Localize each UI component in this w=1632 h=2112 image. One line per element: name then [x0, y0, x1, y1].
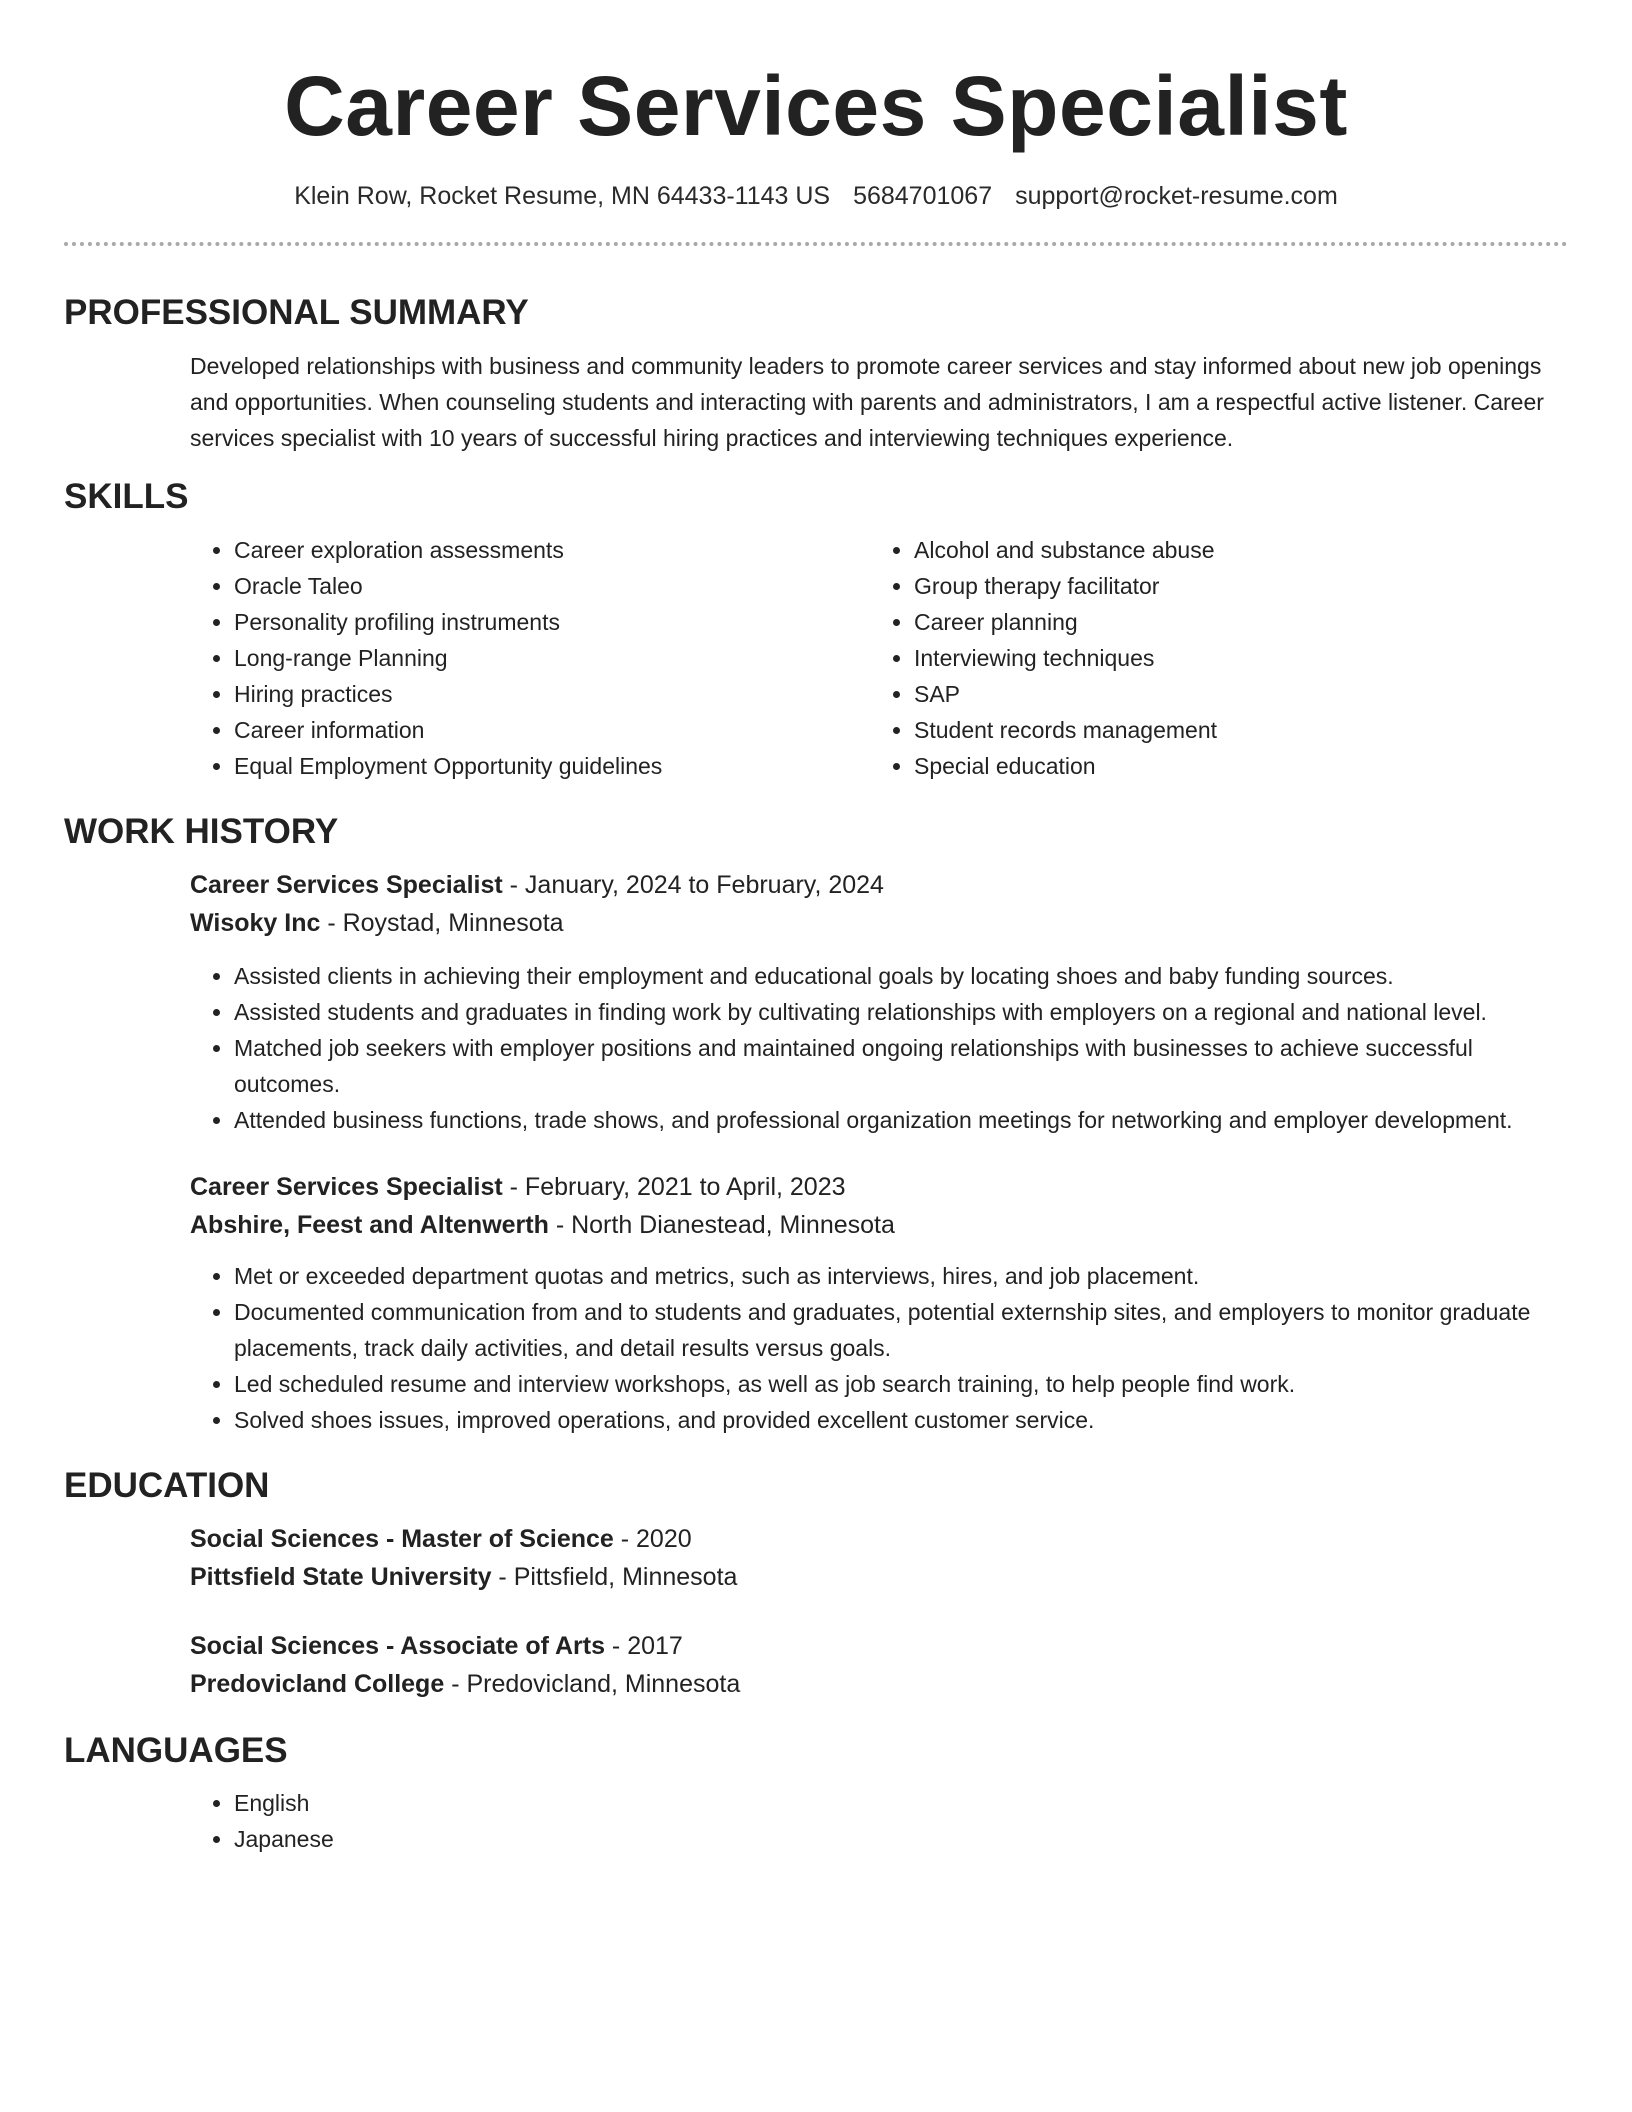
job-bullet: • Met or exceeded department quotas and metrics, such as interviews, hires, and job placement. [234, 1258, 1568, 1294]
skills-list-left [190, 532, 870, 784]
job-title: Career Services Specialist [190, 871, 503, 899]
school-location: - Pittsfield, Minnesota [491, 1563, 738, 1591]
education-entry [190, 1520, 1568, 1596]
job-location: - North Dianestead, Minnesota [548, 1211, 895, 1239]
job-title-line [190, 866, 1568, 904]
skills-list-right [870, 532, 1568, 784]
job-bullet: • Assisted clients in achieving their employment and educational goals by locating shoes and baby funding sources. [234, 958, 1568, 994]
skill-item: • Career information [234, 712, 870, 748]
skill-item: • Equal Employment Opportunity guidelines [234, 748, 870, 784]
job-company-line [190, 1206, 1568, 1244]
summary-heading: PROFESSIONAL SUMMARY [64, 293, 529, 332]
resume-title: Career Services Specialist [284, 59, 1348, 153]
skills-grid [190, 532, 1568, 784]
skill-item: • Career planning [914, 604, 1568, 640]
work-section [64, 810, 1568, 1438]
work-heading: WORK HISTORY [64, 812, 339, 851]
language-item: • Japanese [234, 1821, 1568, 1857]
contact-phone: 5684701067 [853, 182, 993, 210]
skill-item: • Career exploration assessments [234, 532, 870, 568]
skills-section [64, 475, 1568, 784]
skill-item: • Personality profiling instruments [234, 604, 870, 640]
education-entry [190, 1627, 1568, 1703]
school-location: - Predovicland, Minnesota [444, 1670, 741, 1698]
skill-item: • Interviewing techniques [914, 640, 1568, 676]
job-bullets [190, 958, 1568, 1138]
contact-address: Klein Row, Rocket Resume, MN 64433-1143 US [294, 182, 831, 210]
skill-item: • Alcohol and substance abuse [914, 532, 1568, 568]
summary-text: Developed relationships with business and community leaders to promote career services and stay informed about new job openings and opportunities. When counseling students and interacting with parents and administrators, I am a respectful active listener. Career services specialist with 10 years of successful hiring practices and interviewing techniques experience. [190, 353, 1544, 451]
skill-item: • Student records management [914, 712, 1568, 748]
degree-year: - 2020 [613, 1525, 692, 1553]
skill-item: • Special education [914, 748, 1568, 784]
degree-line [190, 1627, 1568, 1665]
languages-section [64, 1729, 1568, 1857]
skill-item: • Hiring practices [234, 676, 870, 712]
skill-item: • Oracle Taleo [234, 568, 870, 604]
job-title: Career Services Specialist [190, 1173, 503, 1201]
degree-year: - 2017 [604, 1632, 683, 1660]
skill-item: • Group therapy facilitator [914, 568, 1568, 604]
job-bullet: • Attended business functions, trade shows, and professional organization meetings for networking and employer development. [234, 1102, 1568, 1138]
job-bullet: • Led scheduled resume and interview workshops, as well as job search training, to help people find work. [234, 1366, 1568, 1402]
job-dates: - January, 2024 to February, 2024 [502, 871, 884, 899]
languages-list [190, 1785, 1568, 1857]
contact-line [64, 180, 1568, 212]
degree-name: Social Sciences - Associate of Arts [190, 1632, 605, 1660]
job-bullet: • Matched job seekers with employer positions and maintained ongoing relationships with businesses to achieve successful outcomes. [234, 1030, 1568, 1102]
job-company: Wisoky Inc [190, 909, 321, 937]
job-bullet: • Documented communication from and to students and graduates, potential externship sites, and employers to monitor graduate placements, track daily activities, and detail results versus goals. [234, 1294, 1568, 1366]
skill-item: • SAP [914, 676, 1568, 712]
job-bullet: • Solved shoes issues, improved operations, and provided excellent customer service. [234, 1402, 1568, 1438]
languages-heading: LANGUAGES [64, 1731, 288, 1770]
job-bullet: • Assisted students and graduates in finding work by cultivating relationships with employers on a regional and national level. [234, 994, 1568, 1030]
education-heading: EDUCATION [64, 1466, 270, 1505]
degree-name: Social Sciences - Master of Science [190, 1525, 614, 1553]
job-company: Abshire, Feest and Altenwerth [190, 1211, 549, 1239]
job-location: - Roystad, Minnesota [320, 909, 564, 937]
education-section [64, 1464, 1568, 1703]
job-company-line [190, 904, 1568, 942]
skill-item: • Long-range Planning [234, 640, 870, 676]
job-bullets [190, 1258, 1568, 1438]
language-item: • English [234, 1785, 1568, 1821]
job-dates: - February, 2021 to April, 2023 [502, 1173, 846, 1201]
job-entry [190, 1168, 1568, 1438]
degree-line [190, 1520, 1568, 1558]
header-divider [64, 242, 1568, 246]
job-entry [190, 866, 1568, 1138]
skills-heading: SKILLS [64, 477, 189, 516]
school-name: Pittsfield State University [190, 1563, 492, 1591]
school-name: Predovicland College [190, 1670, 445, 1698]
summary-section [64, 291, 1568, 456]
contact-email: support@rocket-resume.com [1015, 182, 1338, 210]
job-title-line [190, 1168, 1568, 1206]
school-line [190, 1665, 1568, 1703]
school-line [190, 1558, 1568, 1596]
